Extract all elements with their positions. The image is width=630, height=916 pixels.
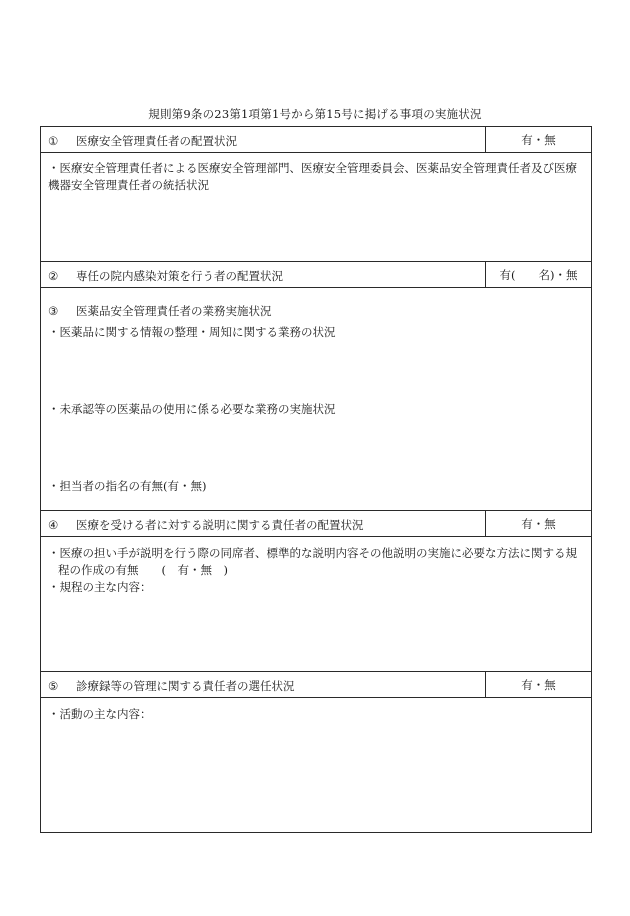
section-4-heading-cell — [41, 511, 486, 536]
section-1-body-row — [41, 153, 591, 262]
section-3-item-3: ・担当者の指名の有無(有・無) — [48, 479, 207, 493]
section-1-text-line-1: ・医療安全管理責任者による医療安全管理部門、医療安全管理委員会、医薬品安全管理責任者及び医療 — [48, 161, 577, 175]
section-3-item-2: ・未承認等の医薬品の使用に係る必要な業務の実施状況 — [48, 402, 336, 416]
section-3-row — [41, 288, 591, 511]
section-4-body-row — [41, 537, 591, 672]
section-3-heading: 医薬品安全管理責任者の業務実施状況 — [76, 304, 272, 318]
section-1-status[interactable]: 有・無 — [521, 132, 556, 147]
section-4-text-line-2: 程の作成の有無 ( 有・無 ) — [58, 563, 228, 577]
section-2-number: ② — [48, 269, 59, 283]
section-4-number: ④ — [48, 518, 59, 532]
section-4-text-line-1: ・医療の担い手が説明を行う際の同席者、標準的な説明内容その他説明の実施に必要な方法に関する規 — [48, 546, 577, 560]
section-5-body-row — [41, 698, 591, 832]
section-4-heading: 医療を受ける者に対する説明に関する責任者の配置状況 — [76, 518, 364, 532]
status-form-table — [40, 126, 592, 833]
section-4-text-line-3: ・規程の主な内容： — [48, 580, 152, 594]
section-5-heading-cell — [41, 672, 486, 697]
section-3-number: ③ — [48, 304, 59, 318]
section-2-status[interactable]: 有( 名)・無 — [499, 267, 578, 282]
section-5-text-line-1: ・活動の主な内容： — [48, 707, 152, 721]
section-4-status[interactable]: 有・無 — [521, 516, 556, 531]
section-5-header-row — [41, 672, 591, 698]
section-1-heading-cell — [41, 127, 486, 152]
section-1-header-row — [41, 127, 591, 153]
section-5-status[interactable]: 有・無 — [521, 677, 556, 692]
section-2-row — [41, 262, 591, 288]
section-1-number: ① — [48, 134, 59, 148]
section-2-heading-cell — [41, 262, 486, 287]
section-2-heading: 専任の院内感染対策を行う者の配置状況 — [76, 269, 283, 283]
section-4-header-row — [41, 511, 591, 537]
section-5-number: ⑤ — [48, 679, 59, 693]
section-5-heading: 診療録等の管理に関する責任者の選任状況 — [76, 679, 295, 693]
section-1-text-line-2: 機器安全管理責任者の統括状況 — [48, 178, 209, 192]
section-1-heading: 医療安全管理責任者の配置状況 — [76, 134, 237, 148]
document-title: 規則第9条の23第1項第1号から第15号に掲げる事項の実施状況 — [148, 107, 482, 121]
section-3-item-1: ・医薬品に関する情報の整理・周知に関する業務の状況 — [48, 325, 336, 339]
